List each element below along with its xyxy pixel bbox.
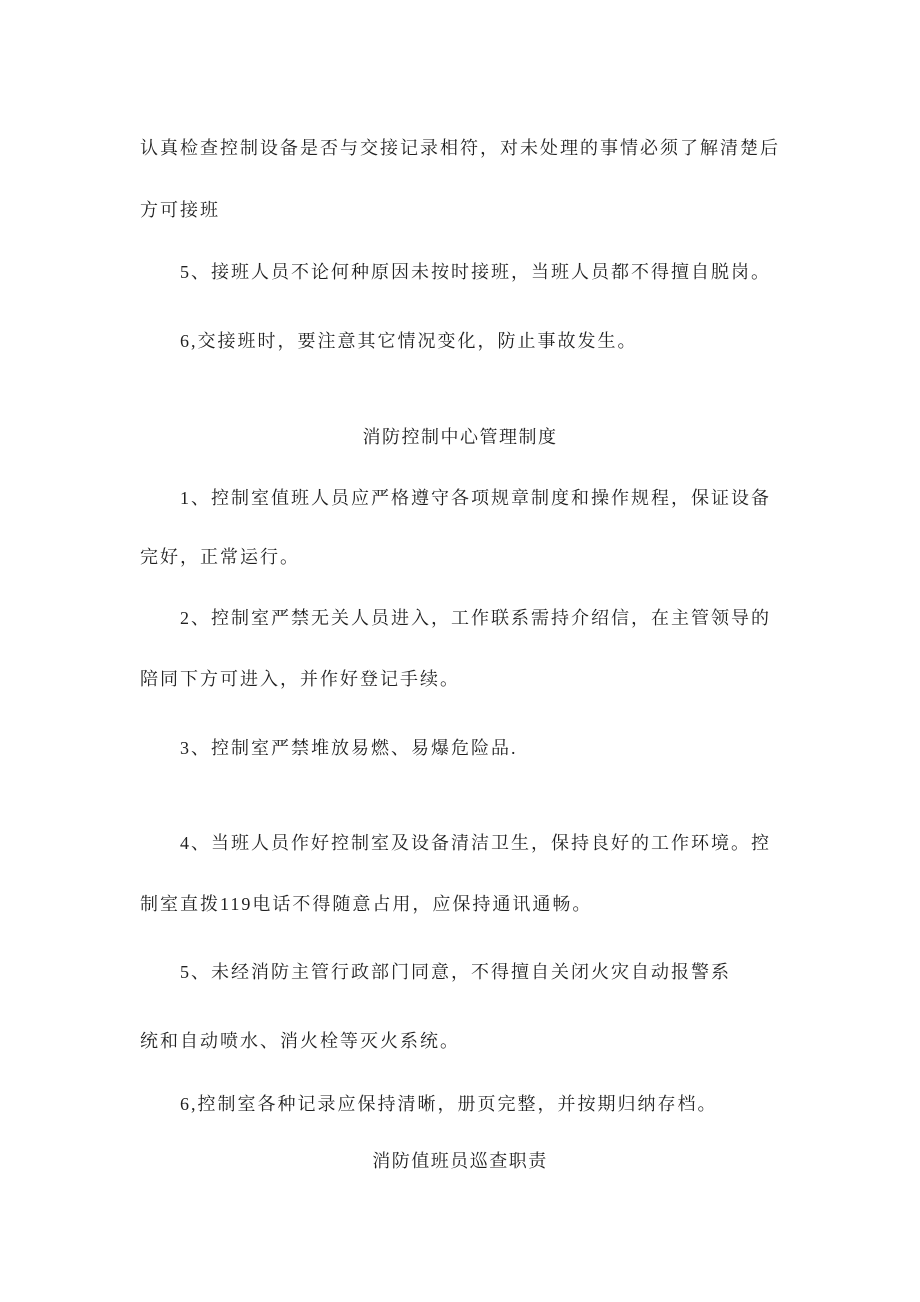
rule-5-line-1: 5、未经消防主管行政部门同意，不得擅自关闭火灾自动报警系 [180,962,731,982]
rule-4-line-1: 4、当班人员作好控制室及设备清洁卫生，保持良好的工作环境。控 [180,833,771,853]
section-title: 消防控制中心管理制度 [362,427,558,447]
handover-rule-5: 5、接班人员不论何种原因未按时接班，当班人员都不得擅自脱岗。 [180,262,771,282]
rule-4-line-2: 制室直拨119电话不得随意占用，应保持通讯通畅。 [140,894,593,914]
rule-6-line-1: 6,控制室各种记录应保持清晰，册页完整，并按期归纳存档。 [180,1094,718,1114]
handover-rule-6: 6,交接班时，要注意其它情况变化，防止事故发生。 [180,331,638,351]
paragraph-continuation-line: 方可接班 [140,200,220,220]
rule-1-line-1: 1、控制室值班人员应严格遵守各项规章制度和操作规程，保证设备 [180,488,771,508]
rule-2-line-2: 陪同下方可进入，并作好登记手续。 [140,669,460,689]
rule-2-line-1: 2、控制室严禁无关人员进入，工作联系需持介绍信，在主管领导的 [180,608,771,628]
paragraph-continuation-line: 认真检查控制设备是否与交接记录相符，对未处理的事情必须了解清楚后 [140,138,780,158]
rule-5-line-2: 统和自动喷水、消火栓等灭火系统。 [140,1031,460,1051]
section-title: 消防值班员巡查职责 [372,1151,548,1171]
rule-1-line-2: 完好，正常运行。 [140,547,300,567]
rule-3-line-1: 3、控制室严禁堆放易燃、易爆危险品. [180,738,518,758]
